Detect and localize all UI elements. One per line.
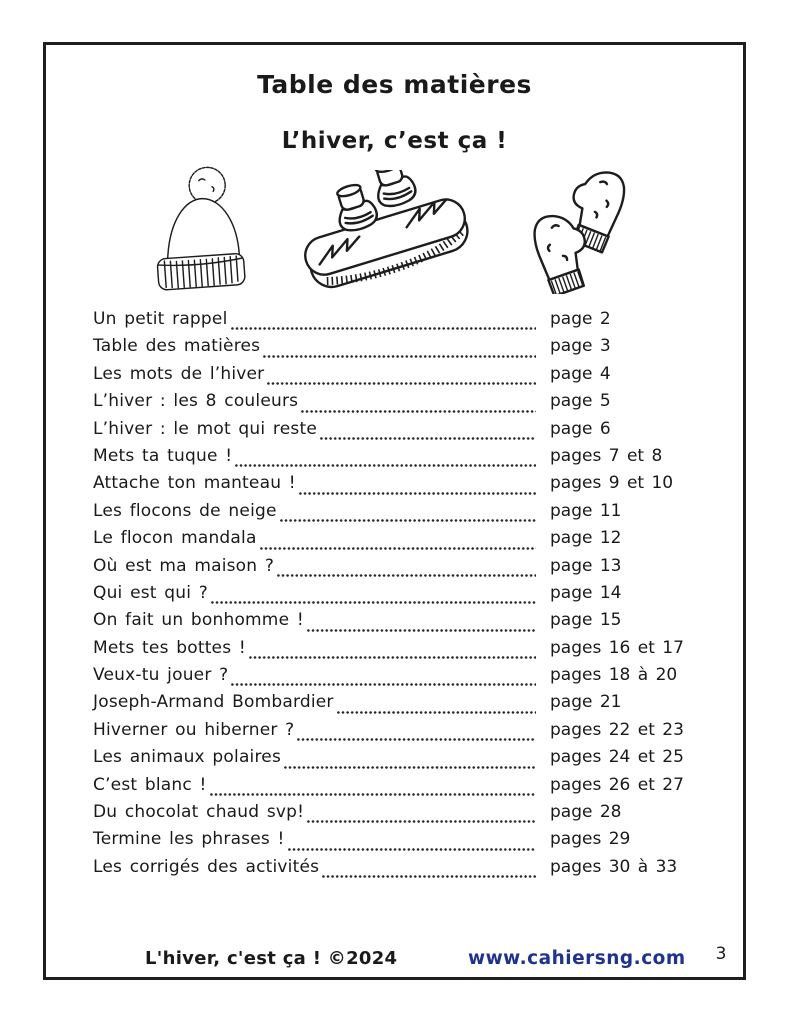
toc-entry-title: Les flocons de neige: [93, 500, 277, 521]
toc-entry-title: Le flocon mandala: [93, 528, 257, 549]
toc-entry-page: pages 7 et 8: [550, 445, 663, 466]
dot-leader: [211, 601, 536, 604]
dot-leader: [322, 875, 536, 878]
dot-leader: [249, 656, 536, 659]
dot-leader: [231, 683, 536, 686]
toc-entry: [93, 364, 697, 391]
toc-entry-page: page 5: [550, 391, 611, 412]
toc-entry-page: pages 16 et 17: [550, 637, 684, 658]
toc-entry-title: Où est ma maison ?: [93, 555, 275, 576]
toc-entry-page: pages 26 et 27: [550, 774, 684, 795]
toc-entry: [93, 610, 697, 637]
table-of-contents: [93, 309, 697, 884]
toc-entry: [93, 829, 697, 856]
toc-entry-page: page 21: [550, 692, 622, 713]
dot-leader: [210, 793, 536, 796]
dot-leader: [277, 574, 536, 577]
dot-leader: [337, 711, 536, 714]
dot-leader: [288, 848, 536, 851]
snowboard-icon: [300, 170, 472, 302]
toc-entry-title: Termine les phrases !: [93, 829, 285, 850]
dot-leader: [280, 519, 536, 522]
toc-entry: [93, 391, 697, 418]
dot-leader: [301, 410, 536, 413]
toc-entry: [93, 692, 697, 719]
website-link[interactable]: www.cahiersng.com: [468, 948, 686, 969]
dot-leader: [297, 738, 536, 741]
toc-entry-page: page 13: [550, 555, 622, 576]
toc-entry-page: page 4: [550, 363, 611, 384]
toc-entry: [93, 638, 697, 665]
toc-entry: [93, 747, 697, 774]
toc-entry: [93, 583, 697, 610]
toc-entry: [93, 720, 697, 747]
toc-entry-title: L’hiver : les 8 couleurs: [93, 391, 299, 412]
toc-entry: [93, 419, 697, 446]
dot-leader: [307, 820, 536, 823]
dot-leader: [320, 437, 536, 440]
toc-entry-page: pages 9 et 10: [550, 473, 674, 494]
toc-entry-page: page 12: [550, 528, 622, 549]
dot-leader: [284, 766, 536, 769]
toc-entry: [93, 501, 697, 528]
winter-hat-icon: [152, 165, 248, 291]
toc-entry-title: Les corrigés des activités: [93, 856, 320, 877]
toc-entry-title: Veux-tu jouer ?: [93, 665, 229, 686]
toc-entry: [93, 528, 697, 555]
toc-entry: [93, 857, 697, 884]
toc-entry-page: pages 22 et 23: [550, 719, 684, 740]
toc-entry-page: page 15: [550, 610, 622, 631]
dot-leader: [260, 547, 536, 550]
toc-entry-title: L’hiver : le mot qui reste: [93, 418, 317, 439]
book-title: L’hiver, c’est ça !: [281, 128, 508, 154]
dot-leader: [267, 382, 536, 385]
toc-entry-page: page 6: [550, 418, 611, 439]
toc-entry: [93, 775, 697, 802]
toc-entry-title: On fait un bonhomme !: [93, 610, 304, 631]
toc-entry-page: pages 18 à 20: [550, 665, 678, 686]
toc-entry: [93, 473, 697, 500]
toc-entry-title: Les mots de l’hiver: [93, 363, 265, 384]
toc-entry-title: Du chocolat chaud svp!: [93, 802, 305, 823]
toc-entry-page: page 3: [550, 336, 611, 357]
toc-entry: [93, 665, 697, 692]
toc-entry-page: pages 29: [550, 829, 631, 850]
toc-entry-page: page 2: [550, 309, 611, 329]
toc-entry-page: page 28: [550, 802, 622, 823]
toc-entry-title: Un petit rappel: [93, 309, 228, 329]
toc-entry: [93, 556, 697, 583]
toc-entry-title: Les animaux polaires: [93, 747, 282, 768]
dot-leader: [231, 327, 537, 330]
toc-entry-page: page 14: [550, 582, 622, 603]
toc-entry-page: pages 24 et 25: [550, 747, 684, 768]
mittens-icon: [532, 168, 628, 294]
dot-leader: [307, 629, 536, 632]
toc-entry-title: Joseph-Armand Bombardier: [93, 692, 334, 713]
toc-entry: [93, 309, 697, 336]
toc-entry-title: Hiverner ou hiberner ?: [93, 719, 295, 740]
dot-leader: [235, 464, 536, 467]
toc-entry-title: Attache ton manteau !: [93, 473, 296, 494]
toc-entry-title: Mets ta tuque !: [93, 445, 233, 466]
toc-entry-title: Mets tes bottes !: [93, 637, 246, 658]
toc-entry: [93, 336, 697, 363]
toc-entry-page: pages 30 à 33: [550, 856, 678, 877]
page-number: 3: [715, 944, 727, 964]
page-title: Table des matières: [257, 70, 532, 99]
toc-entry-title: C’est blanc !: [93, 774, 207, 795]
dot-leader: [263, 355, 536, 358]
dot-leader: [299, 492, 536, 495]
footer-copyright: L'hiver, c'est ça ! ©2024: [145, 948, 398, 969]
toc-entry-title: Table des matières: [93, 336, 261, 357]
toc-entry-page: page 11: [550, 500, 622, 521]
toc-entry: [93, 802, 697, 829]
toc-entry: [93, 446, 697, 473]
toc-entry-title: Qui est qui ?: [93, 582, 208, 603]
